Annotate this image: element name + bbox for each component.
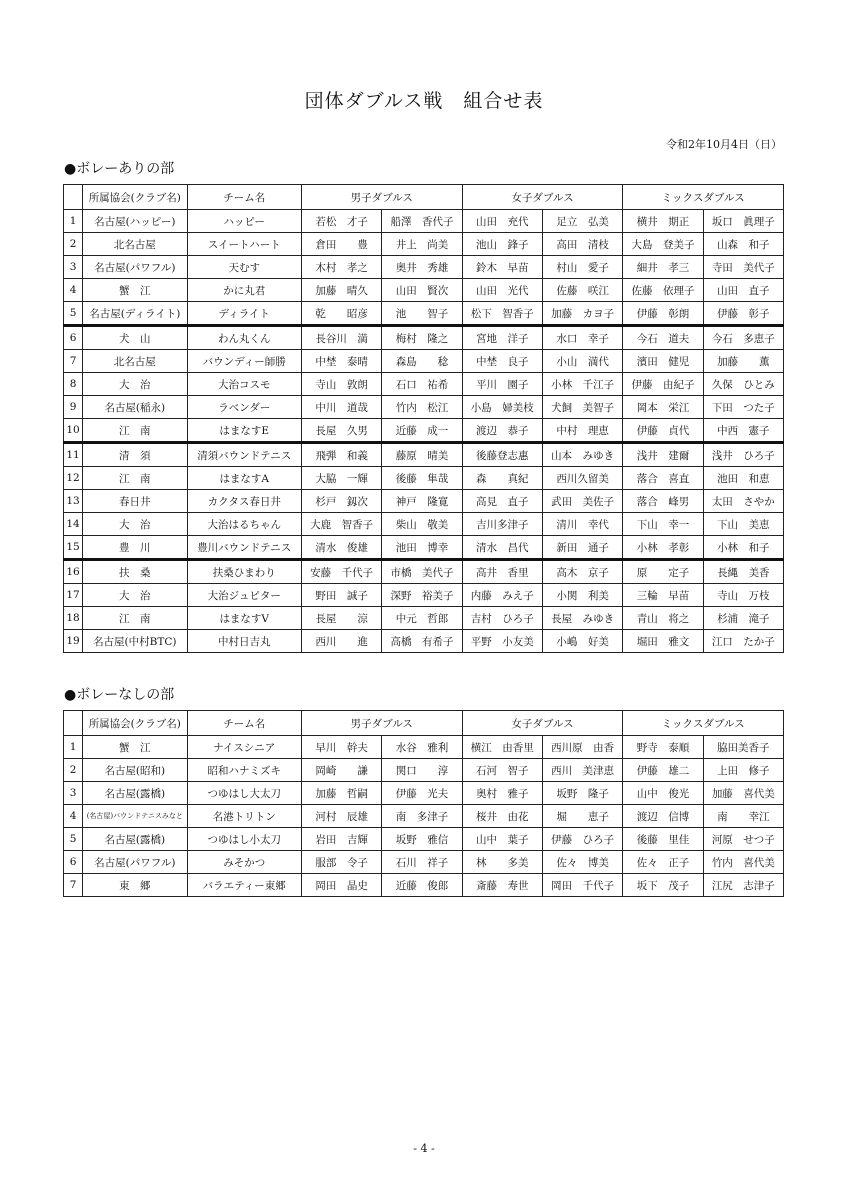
- mixed-player-2: 中西 憲子: [703, 419, 783, 443]
- team-name-cell: はまなすV: [187, 607, 301, 630]
- men-player-2: 伊藤 光夫: [382, 782, 462, 805]
- team-name-cell: ラベンダー: [187, 396, 301, 419]
- mixed-player-1: 今石 道夫: [623, 326, 703, 350]
- table-row: [64, 279, 784, 302]
- mixed-player-2: 久保 ひとみ: [703, 373, 783, 396]
- row-number: 5: [64, 302, 83, 326]
- table-row: [64, 326, 784, 350]
- mixed-player-2: 池田 和恵: [703, 467, 783, 490]
- women-player-2: 足立 弘美: [542, 210, 622, 233]
- men-player-2: 近藤 俊郎: [382, 874, 462, 897]
- women-player-2: 岡田 千代子: [542, 874, 622, 897]
- men-player-2: 船澤 香代子: [382, 210, 462, 233]
- table-row: [64, 584, 784, 607]
- women-player-1: 高見 直子: [462, 490, 542, 513]
- men-player-1: 岩田 吉輝: [301, 828, 381, 851]
- mixed-player-2: 杉浦 滝子: [703, 607, 783, 630]
- men-player-1: 服部 令子: [301, 851, 381, 874]
- association-cell: 蟹 江: [83, 736, 187, 759]
- men-player-2: 池田 博幸: [382, 536, 462, 560]
- team-name-cell: 大治ジュピター: [187, 584, 301, 607]
- team-name-cell: 扶桑ひまわり: [187, 560, 301, 584]
- men-player-2: 中元 哲郎: [382, 607, 462, 630]
- mixed-player-1: 落合 喜直: [623, 467, 703, 490]
- men-player-1: 長谷川 満: [301, 326, 381, 350]
- mixed-player-2: 江口 たか子: [703, 630, 783, 653]
- women-player-1: 鈴木 早苗: [462, 256, 542, 279]
- men-player-1: 西川 進: [301, 630, 381, 653]
- women-player-2: 村山 愛子: [542, 256, 622, 279]
- mixed-player-1: 渡辺 信博: [623, 805, 703, 828]
- association-cell: 名古屋(ハッピー): [83, 210, 187, 233]
- association-cell: 江 南: [83, 467, 187, 490]
- mixed-player-1: 後藤 里佳: [623, 828, 703, 851]
- women-player-2: 小関 利美: [542, 584, 622, 607]
- association-cell: 犬 山: [83, 326, 187, 350]
- men-player-2: 高橋 有希子: [382, 630, 462, 653]
- women-player-2: 武田 美佐子: [542, 490, 622, 513]
- header-team: チーム名: [187, 185, 301, 210]
- team-name-cell: わん丸くん: [187, 326, 301, 350]
- mixed-player-1: 浅井 建爾: [623, 443, 703, 467]
- row-number: 14: [64, 513, 83, 536]
- women-player-2: 加藤 カヨ子: [542, 302, 622, 326]
- women-player-2: 小山 満代: [542, 350, 622, 373]
- women-player-1: 小島 婦美枝: [462, 396, 542, 419]
- row-number: 13: [64, 490, 83, 513]
- mixed-player-2: 太田 さやか: [703, 490, 783, 513]
- mixed-player-2: 脇田美香子: [703, 736, 783, 759]
- women-player-2: 清川 幸代: [542, 513, 622, 536]
- mixed-player-1: 原 定子: [623, 560, 703, 584]
- men-player-1: 岡崎 謙: [301, 759, 381, 782]
- women-player-2: 小嶋 好美: [542, 630, 622, 653]
- table-row: [64, 630, 784, 653]
- women-player-1: 平野 小友美: [462, 630, 542, 653]
- men-player-1: 木村 孝之: [301, 256, 381, 279]
- mixed-player-1: 伊藤 貞代: [623, 419, 703, 443]
- mixed-player-1: 下山 幸一: [623, 513, 703, 536]
- men-player-2: 奥井 秀雄: [382, 256, 462, 279]
- women-player-1: 平川 園子: [462, 373, 542, 396]
- table-row: [64, 350, 784, 373]
- mixed-player-2: 小林 和子: [703, 536, 783, 560]
- header-mixed-doubles: ミックスダブルス: [623, 185, 784, 210]
- row-number: 2: [64, 759, 83, 782]
- association-cell: 豊 川: [83, 536, 187, 560]
- men-player-2: 近藤 成一: [382, 419, 462, 443]
- association-cell: 北名古屋: [83, 233, 187, 256]
- men-player-1: 加藤 哲嗣: [301, 782, 381, 805]
- table-row: [64, 467, 784, 490]
- association-cell: 名古屋(露橋): [83, 828, 187, 851]
- mixed-player-2: 今石 多恵子: [703, 326, 783, 350]
- association-cell: 大 治: [83, 584, 187, 607]
- table-row: [64, 782, 784, 805]
- women-player-1: 渡辺 恭子: [462, 419, 542, 443]
- mixed-player-1: 坂下 茂子: [623, 874, 703, 897]
- page-number: - 4 -: [413, 1142, 435, 1155]
- table-row: [64, 443, 784, 467]
- team-name-cell: 大治コスモ: [187, 373, 301, 396]
- men-player-1: 倉田 豊: [301, 233, 381, 256]
- event-date: 令和2年10月4日（日）: [666, 138, 782, 151]
- men-player-1: 中埜 泰晴: [301, 350, 381, 373]
- association-cell: (名古屋)バウンドテニスみなと: [83, 805, 187, 828]
- mixed-player-2: 寺山 万枝: [703, 584, 783, 607]
- women-player-1: 池山 鋒子: [462, 233, 542, 256]
- men-player-1: 長屋 久男: [301, 419, 381, 443]
- table-row: [64, 805, 784, 828]
- table-row: [64, 828, 784, 851]
- table-row: [64, 736, 784, 759]
- association-cell: 扶 桑: [83, 560, 187, 584]
- men-player-1: 杉戸 釼次: [301, 490, 381, 513]
- men-player-2: 後藤 隼哉: [382, 467, 462, 490]
- mixed-player-1: 横井 期正: [623, 210, 703, 233]
- mixed-player-1: 伊藤 雄二: [623, 759, 703, 782]
- men-player-1: 中川 道哉: [301, 396, 381, 419]
- table-row: [64, 607, 784, 630]
- team-name-cell: ディライト: [187, 302, 301, 326]
- team-name-cell: はまなすA: [187, 467, 301, 490]
- women-player-1: 林 多美: [462, 851, 542, 874]
- mixed-player-2: 山田 直子: [703, 279, 783, 302]
- no-volley-table: [63, 710, 784, 897]
- men-player-1: 寺山 敦朗: [301, 373, 381, 396]
- association-cell: 大 治: [83, 513, 187, 536]
- women-player-2: 坂野 隆子: [542, 782, 622, 805]
- women-player-2: 長屋 みゆき: [542, 607, 622, 630]
- mixed-player-1: 小林 孝彰: [623, 536, 703, 560]
- women-player-1: 清水 昌代: [462, 536, 542, 560]
- women-player-1: 中埜 良子: [462, 350, 542, 373]
- header-team: チーム名: [187, 711, 301, 736]
- team-name-cell: はまなすE: [187, 419, 301, 443]
- team-name-cell: バウンディー師勝: [187, 350, 301, 373]
- team-name-cell: 天むす: [187, 256, 301, 279]
- header-association: 所属協会(クラブ名): [83, 711, 187, 736]
- mixed-player-2: 竹内 喜代美: [703, 851, 783, 874]
- team-name-cell: 中村日吉丸: [187, 630, 301, 653]
- association-cell: 名古屋(パワフル): [83, 256, 187, 279]
- table-row: [64, 874, 784, 897]
- team-name-cell: カクタス春日井: [187, 490, 301, 513]
- mixed-player-2: 長縄 美香: [703, 560, 783, 584]
- men-player-1: 野田 誠子: [301, 584, 381, 607]
- association-cell: 東 郷: [83, 874, 187, 897]
- team-name-cell: かに丸君: [187, 279, 301, 302]
- row-number: 10: [64, 419, 83, 443]
- row-number: 2: [64, 233, 83, 256]
- women-player-1: 横江 由香里: [462, 736, 542, 759]
- men-player-1: 清水 俊雄: [301, 536, 381, 560]
- row-number: 8: [64, 373, 83, 396]
- men-player-1: 河村 辰雄: [301, 805, 381, 828]
- section-title-volley: ●ボレーありの部: [64, 161, 175, 177]
- men-player-2: 神戸 隆寛: [382, 490, 462, 513]
- association-cell: 江 南: [83, 419, 187, 443]
- mixed-player-1: 三輪 早苗: [623, 584, 703, 607]
- row-number: 1: [64, 210, 83, 233]
- mixed-player-1: 大島 登美子: [623, 233, 703, 256]
- header-no: [64, 711, 83, 736]
- row-number: 6: [64, 851, 83, 874]
- mixed-player-1: 岡本 栄江: [623, 396, 703, 419]
- men-player-2: 梅村 隆之: [382, 326, 462, 350]
- men-player-1: 岡田 晶史: [301, 874, 381, 897]
- header-men-doubles: 男子ダブルス: [301, 711, 462, 736]
- women-player-2: 山本 みゆき: [542, 443, 622, 467]
- women-player-2: 小林 千江子: [542, 373, 622, 396]
- association-cell: 名古屋(中村BTC): [83, 630, 187, 653]
- mixed-player-2: 上田 修子: [703, 759, 783, 782]
- association-cell: 名古屋(稲永): [83, 396, 187, 419]
- women-player-2: 高田 清枝: [542, 233, 622, 256]
- men-player-1: 長屋 涼: [301, 607, 381, 630]
- team-name-cell: バラエティー東郷: [187, 874, 301, 897]
- table-row: [64, 373, 784, 396]
- mixed-player-2: 坂口 眞理子: [703, 210, 783, 233]
- men-player-1: 若松 才子: [301, 210, 381, 233]
- women-player-1: 山中 葉子: [462, 828, 542, 851]
- team-name-cell: つゆはし大太刀: [187, 782, 301, 805]
- men-player-2: 深野 裕美子: [382, 584, 462, 607]
- women-player-2: 犬飼 美智子: [542, 396, 622, 419]
- mixed-player-1: 落合 峰男: [623, 490, 703, 513]
- association-cell: 北名古屋: [83, 350, 187, 373]
- team-name-cell: つゆはし小太刀: [187, 828, 301, 851]
- row-number: 15: [64, 536, 83, 560]
- mixed-player-2: 加藤 喜代美: [703, 782, 783, 805]
- association-cell: 春日井: [83, 490, 187, 513]
- women-player-1: 桜井 由花: [462, 805, 542, 828]
- mixed-player-1: 伊藤 由紀子: [623, 373, 703, 396]
- association-cell: 大 治: [83, 373, 187, 396]
- mixed-player-2: 浅井 ひろ子: [703, 443, 783, 467]
- men-player-1: 加藤 晴久: [301, 279, 381, 302]
- team-name-cell: 大治はるちゃん: [187, 513, 301, 536]
- volley-table-body: [64, 210, 784, 653]
- header-association: 所属協会(クラブ名): [83, 185, 187, 210]
- mixed-player-2: 江尻 志津子: [703, 874, 783, 897]
- association-cell: 名古屋(ディライト): [83, 302, 187, 326]
- table-row: [64, 536, 784, 560]
- header-men-doubles: 男子ダブルス: [301, 185, 462, 210]
- women-player-2: 新田 通子: [542, 536, 622, 560]
- women-player-2: 佐藤 咲江: [542, 279, 622, 302]
- mixed-player-1: 青山 将之: [623, 607, 703, 630]
- row-number: 4: [64, 805, 83, 828]
- mixed-player-1: 野寺 泰順: [623, 736, 703, 759]
- women-player-1: 斎藤 寿世: [462, 874, 542, 897]
- men-player-1: 乾 昭彦: [301, 302, 381, 326]
- women-player-1: 山田 光代: [462, 279, 542, 302]
- men-player-2: 森島 稔: [382, 350, 462, 373]
- table-row: [64, 302, 784, 326]
- no-volley-table-body: [64, 736, 784, 897]
- men-player-2: 山田 賢次: [382, 279, 462, 302]
- table-row: [64, 256, 784, 279]
- header-women-doubles: 女子ダブルス: [462, 711, 623, 736]
- mixed-player-1: 細井 孝三: [623, 256, 703, 279]
- table-header-row: [64, 711, 784, 736]
- row-number: 17: [64, 584, 83, 607]
- mixed-player-1: 濱田 健児: [623, 350, 703, 373]
- association-cell: 名古屋(昭和): [83, 759, 187, 782]
- mixed-player-1: 佐々 正子: [623, 851, 703, 874]
- mixed-player-1: 伊藤 彰朗: [623, 302, 703, 326]
- mixed-player-2: 加藤 薫: [703, 350, 783, 373]
- women-player-1: 吉村 ひろ子: [462, 607, 542, 630]
- mixed-player-2: 下山 美恵: [703, 513, 783, 536]
- mixed-player-1: 堀田 雅文: [623, 630, 703, 653]
- mixed-player-2: 伊藤 彰子: [703, 302, 783, 326]
- row-number: 11: [64, 443, 83, 467]
- women-player-1: 石河 智子: [462, 759, 542, 782]
- table-row: [64, 396, 784, 419]
- row-number: 7: [64, 874, 83, 897]
- men-player-1: 飛弾 和義: [301, 443, 381, 467]
- table-row: [64, 560, 784, 584]
- mixed-player-2: 山森 和子: [703, 233, 783, 256]
- table-row: [64, 419, 784, 443]
- women-player-2: 西川原 由香: [542, 736, 622, 759]
- men-player-1: 早川 幹夫: [301, 736, 381, 759]
- page-title: 団体ダブルス戦 組合せ表: [304, 90, 544, 112]
- men-player-2: 柴山 敬美: [382, 513, 462, 536]
- team-name-cell: みそかつ: [187, 851, 301, 874]
- women-player-2: 堀 恵子: [542, 805, 622, 828]
- association-cell: 名古屋(露橋): [83, 782, 187, 805]
- men-player-2: 井上 尚美: [382, 233, 462, 256]
- men-player-2: 南 多津子: [382, 805, 462, 828]
- women-player-1: 内藤 みえ子: [462, 584, 542, 607]
- row-number: 4: [64, 279, 83, 302]
- table-row: [64, 233, 784, 256]
- men-player-2: 坂野 雅信: [382, 828, 462, 851]
- women-player-2: 高木 京子: [542, 560, 622, 584]
- women-player-1: 宮地 洋子: [462, 326, 542, 350]
- team-name-cell: 清須バウンドテニス: [187, 443, 301, 467]
- section-title-no-volley: ●ボレーなしの部: [64, 687, 175, 703]
- mixed-player-1: 山中 俊光: [623, 782, 703, 805]
- row-number: 7: [64, 350, 83, 373]
- row-number: 6: [64, 326, 83, 350]
- header-women-doubles: 女子ダブルス: [462, 185, 623, 210]
- row-number: 12: [64, 467, 83, 490]
- mixed-player-2: 南 幸江: [703, 805, 783, 828]
- row-number: 16: [64, 560, 83, 584]
- men-player-2: 藤原 晴美: [382, 443, 462, 467]
- women-player-1: 後藤登志惠: [462, 443, 542, 467]
- men-player-2: 竹内 松江: [382, 396, 462, 419]
- women-player-1: 奥村 雅子: [462, 782, 542, 805]
- team-name-cell: 豊川バウンドテニス: [187, 536, 301, 560]
- women-player-2: 西川 美津恵: [542, 759, 622, 782]
- women-player-2: 佐々 博美: [542, 851, 622, 874]
- women-player-2: 西川久留美: [542, 467, 622, 490]
- association-cell: 清 須: [83, 443, 187, 467]
- table-row: [64, 851, 784, 874]
- mixed-player-1: 佐藤 依理子: [623, 279, 703, 302]
- row-number: 1: [64, 736, 83, 759]
- men-player-2: 石口 祐希: [382, 373, 462, 396]
- men-player-1: 安藤 千代子: [301, 560, 381, 584]
- row-number: 3: [64, 256, 83, 279]
- women-player-1: 森 真紀: [462, 467, 542, 490]
- men-player-2: 池 智子: [382, 302, 462, 326]
- team-name-cell: ハッピー: [187, 210, 301, 233]
- women-player-1: 高井 香里: [462, 560, 542, 584]
- team-name-cell: 名港トリトン: [187, 805, 301, 828]
- women-player-1: 山田 充代: [462, 210, 542, 233]
- women-player-2: 中村 理恵: [542, 419, 622, 443]
- table-row: [64, 490, 784, 513]
- women-player-2: 水口 幸子: [542, 326, 622, 350]
- association-cell: 蟹 江: [83, 279, 187, 302]
- mixed-player-2: 下田 つた子: [703, 396, 783, 419]
- team-name-cell: 昭和ハナミズキ: [187, 759, 301, 782]
- team-name-cell: ナイスシニア: [187, 736, 301, 759]
- men-player-2: 水谷 雅利: [382, 736, 462, 759]
- row-number: 5: [64, 828, 83, 851]
- table-row: [64, 210, 784, 233]
- row-number: 9: [64, 396, 83, 419]
- men-player-1: 大鹿 智香子: [301, 513, 381, 536]
- men-player-2: 石川 祥子: [382, 851, 462, 874]
- team-name-cell: スイートハート: [187, 233, 301, 256]
- mixed-player-2: 寺田 美代子: [703, 256, 783, 279]
- women-player-1: 松下 智香子: [462, 302, 542, 326]
- women-player-1: 吉川多津子: [462, 513, 542, 536]
- header-mixed-doubles: ミックスダブルス: [623, 711, 784, 736]
- men-player-2: 関口 淳: [382, 759, 462, 782]
- row-number: 18: [64, 607, 83, 630]
- header-no: [64, 185, 83, 210]
- table-row: [64, 513, 784, 536]
- volley-table: [63, 184, 784, 653]
- association-cell: 江 南: [83, 607, 187, 630]
- row-number: 3: [64, 782, 83, 805]
- women-player-2: 伊藤 ひろ子: [542, 828, 622, 851]
- men-player-2: 市橋 美代子: [382, 560, 462, 584]
- row-number: 19: [64, 630, 83, 653]
- men-player-1: 大脇 一輝: [301, 467, 381, 490]
- association-cell: 名古屋(パワフル): [83, 851, 187, 874]
- table-header-row: [64, 185, 784, 210]
- table-row: [64, 759, 784, 782]
- mixed-player-2: 河原 せつ子: [703, 828, 783, 851]
